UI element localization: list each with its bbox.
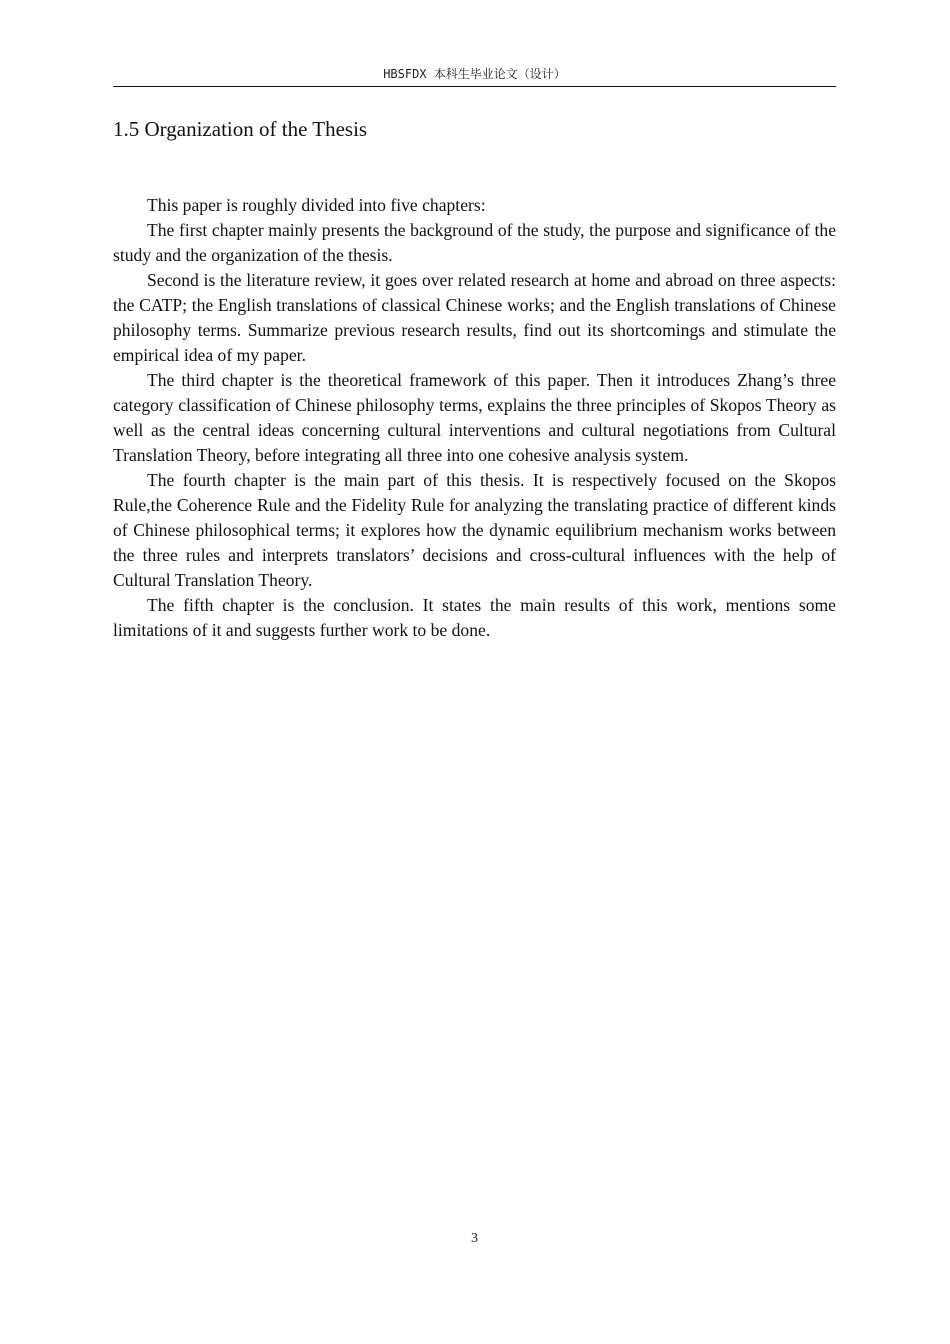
- paragraph-chapter-three: The third chapter is the theoretical framework of this paper. Then it introduces Zhang’s three category classification of Chinese philosophy terms, explains the three principles of Skopos Theory as well as the central ideas concerning cultural interventions and cultural negotiations from Cultural Translation Theory, before integrating all three into one cohesive analysis system.: [113, 370, 836, 465]
- paragraph-chapter-five: The fifth chapter is the conclusion. It states the main results of this work, mentions some limitations of it and suggests further work to be done.: [113, 595, 836, 640]
- running-header: HBSFDX 本科生毕业论文（设计）: [383, 67, 566, 81]
- paragraph-chapter-two: Second is the literature review, it goes over related research at home and abroad on three aspects: the CATP; the English translations of classical Chinese works; and the English translations of Chinese philosophy terms. Summarize previous research results, find out its shortcomings and stimulate the empirical idea of my paper.: [113, 270, 836, 365]
- header-rule: [113, 86, 836, 87]
- paragraph-chapter-one: The first chapter mainly presents the background of the study, the purpose and significance of the study and the organization of the thesis.: [113, 220, 836, 265]
- paragraph-intro: This paper is roughly divided into five chapters:: [147, 195, 486, 215]
- paragraph-chapter-four: The fourth chapter is the main part of this thesis. It is respectively focused on the Skopos Rule,the Coherence Rule and the Fidelity Rule for analyzing the translating practice of different kinds of Chinese philosophical terms; it explores how the dynamic equilibrium mechanism works between the three rules and interprets translators’ decisions and cross-cultural influences with the help of Cultural Translation Theory.: [113, 470, 836, 590]
- body-text: [113, 193, 836, 643]
- section-title: 1.5 Organization of the Thesis: [113, 117, 368, 141]
- page-number: 3: [471, 1231, 478, 1246]
